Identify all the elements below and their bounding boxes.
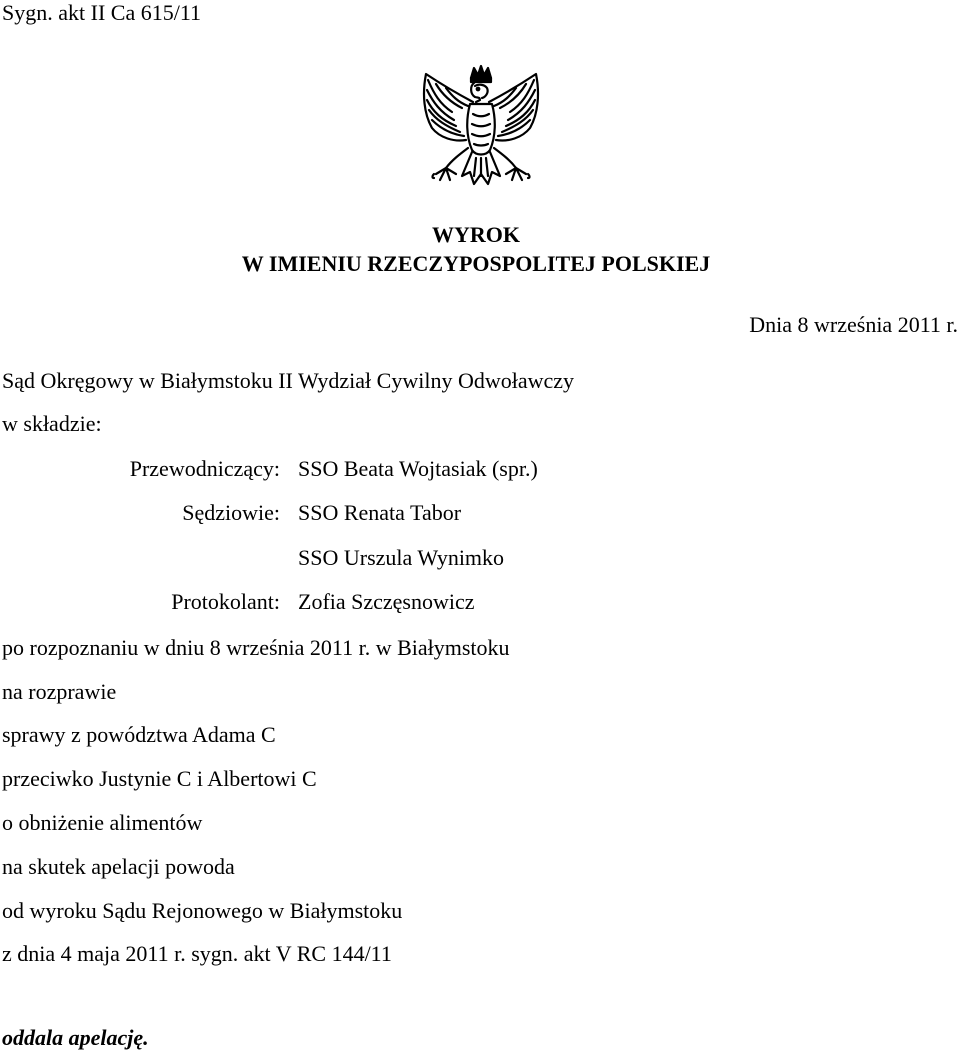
panel-person-presiding: SSO Beata Wojtasiak (spr.) — [298, 456, 538, 481]
proceedings-line: na rozprawie — [2, 679, 117, 704]
panel-person-judge-2: SSO Urszula Wynimko — [298, 545, 505, 570]
proceedings-line: po rozpoznaniu w dniu 8 września 2011 r. w Białymstoku — [2, 635, 510, 660]
proceedings-line: z dnia 4 maja 2011 r. sygn. akt V RC 144/11 — [2, 941, 392, 966]
court-name: Sąd Okręgowy w Białymstoku II Wydział Cywilny Odwoławczy — [2, 368, 575, 393]
verdict: oddala apelację. — [2, 1025, 149, 1050]
judgment-date: Dnia 8 września 2011 r. — [749, 312, 958, 337]
document-subtitle: W IMIENIU RZECZYPOSPOLITEJ POLSKIEJ — [241, 251, 711, 276]
panel-role-clerk: Protokolant: — [171, 589, 280, 614]
panel-person-judge-1: SSO Renata Tabor — [298, 500, 462, 525]
panel-intro: w składzie: — [2, 411, 102, 436]
panel-role-presiding: Przewodniczący: — [129, 456, 280, 481]
proceedings-line: przeciwko Justynie C i Albertowi C — [2, 766, 317, 791]
polish-eagle-emblem — [418, 64, 544, 204]
proceedings-line: na skutek apelacji powoda — [2, 854, 235, 879]
panel-person-clerk: Zofia Szczęsnowicz — [298, 589, 475, 614]
panel-role-judges: Sędziowie: — [182, 500, 280, 525]
proceedings-line: od wyroku Sądu Rejonowego w Białymstoku — [2, 898, 403, 923]
case-reference: Sygn. akt II Ca 615/11 — [2, 0, 201, 25]
document-title: WYROK — [432, 222, 520, 247]
proceedings-line: o obniżenie alimentów — [2, 810, 203, 835]
proceedings-line: sprawy z powództwa Adama C — [2, 722, 276, 747]
